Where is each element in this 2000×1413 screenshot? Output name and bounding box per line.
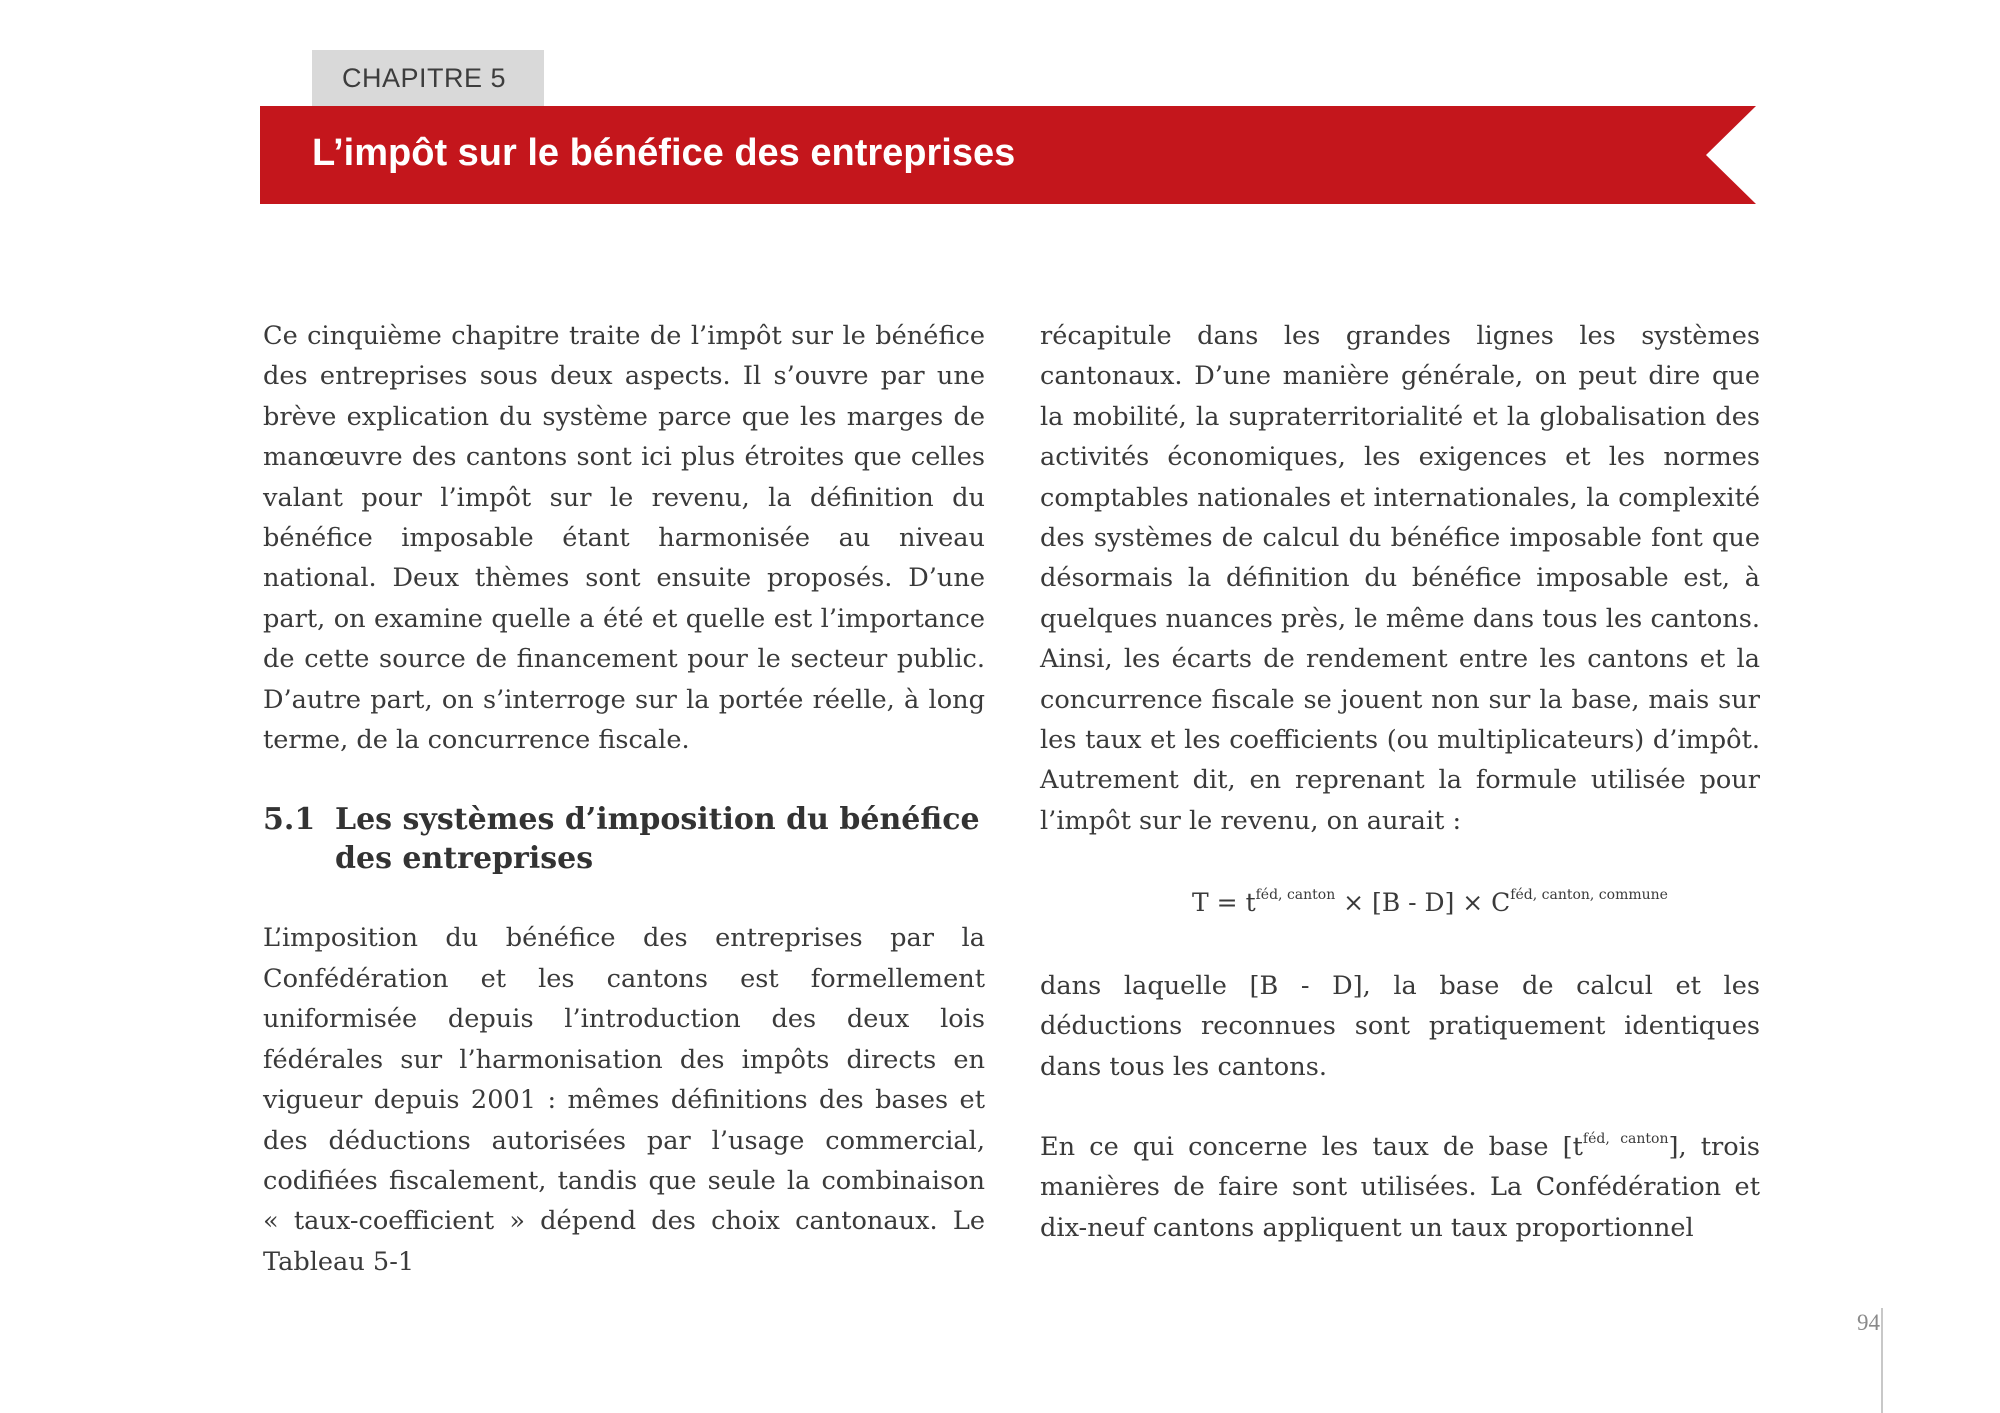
section-title: Les systèmes d’imposition du bénéfice des entreprises (335, 802, 980, 877)
paragraph-base: dans laquelle [B - D], la base de calcul et les déductions reconnues sont pratiquement identiques dans tous les cantons. (1040, 970, 1760, 1082)
chapter-title: L’impôt sur le bénéfice des entreprises (312, 132, 1016, 174)
formula-superscript-2: féd, canton, commune (1510, 887, 1668, 904)
tax-formula (1040, 883, 1760, 923)
rates-text-start: En ce qui concerne les taux de base [t (1040, 1131, 1583, 1162)
section-heading (263, 800, 985, 878)
intro-paragraph: Ce cinquième chapitre traite de l’impôt sur le bénéfice des entreprises sous deux aspects. Il s’ouvre par une brève explication du système parce que les marges de manœuvre des cantons sont ici plus étroites que celles valant pour l’impôt sur le revenu, la définition du bénéfice imposable étant harmonisée au niveau national. Deux thèmes sont ensuite proposés. D’une part, on examine quelle a été et quelle est l’importance de cette source de financement pour le secteur public. D’autre part, on s’interroge sur la portée réelle, à long terme, de la concurrence fiscale. (263, 321, 985, 756)
rates-superscript: féd, canton (1582, 1130, 1669, 1147)
right-column (1040, 316, 1760, 1248)
page-number: 94 (1857, 1310, 1880, 1335)
rates-text-end: ], trois manières de faire sont utilisées. La Confédération et dix-neuf cantons appliquent un taux proportionnel (1040, 1131, 1760, 1243)
formula-part-1: T = t (1192, 888, 1256, 918)
section-paragraph: L’imposition du bénéfice des entreprises par la Confédération et les cantons est formellement uniformisée depuis l’introduction des deux lois fédérales sur l’harmonisation des impôts directs en vigueur depuis 2001 : mêmes définitions des bases et des déductions autorisées par l’usage commercial, codifiées fiscalement, tandis que seule la combinaison « taux-coefficient » dépend des choix cantonaux. Le Tableau 5-1 (263, 923, 985, 1277)
chapter-label: CHAPITRE 5 (312, 50, 544, 106)
chapter-banner (260, 106, 1756, 204)
section-number: 5.1 (263, 802, 316, 838)
paragraph-recap: récapitule dans les grandes lignes les systèmes cantonaux. D’une manière générale, on peut dire que la mobilité, la supraterritorialité et la globalisation des activités économiques, les exigences et les normes comptables nationales et internationales, la complexité des systèmes de calcul du bénéfice imposable font que désormais la définition du bénéfice imposable est, à quelques nuances près, le même dans tous les cantons. Ainsi, les écarts de rendement entre les cantons et la concurrence fiscale se jouent non sur la base, mais sur les taux et les coefficients (ou multiplicateurs) d’impôt. Autrement dit, en reprenant la formule utilisée pour l’impôt sur le revenu, on aurait : (1040, 321, 1760, 836)
paragraph-rates (1040, 1127, 1760, 1248)
formula-superscript-1: féd, canton (1255, 887, 1336, 904)
left-column (263, 316, 985, 1282)
formula-part-2: × [B - D] × C (1335, 888, 1511, 918)
page-number-rule (1881, 1308, 1883, 1413)
